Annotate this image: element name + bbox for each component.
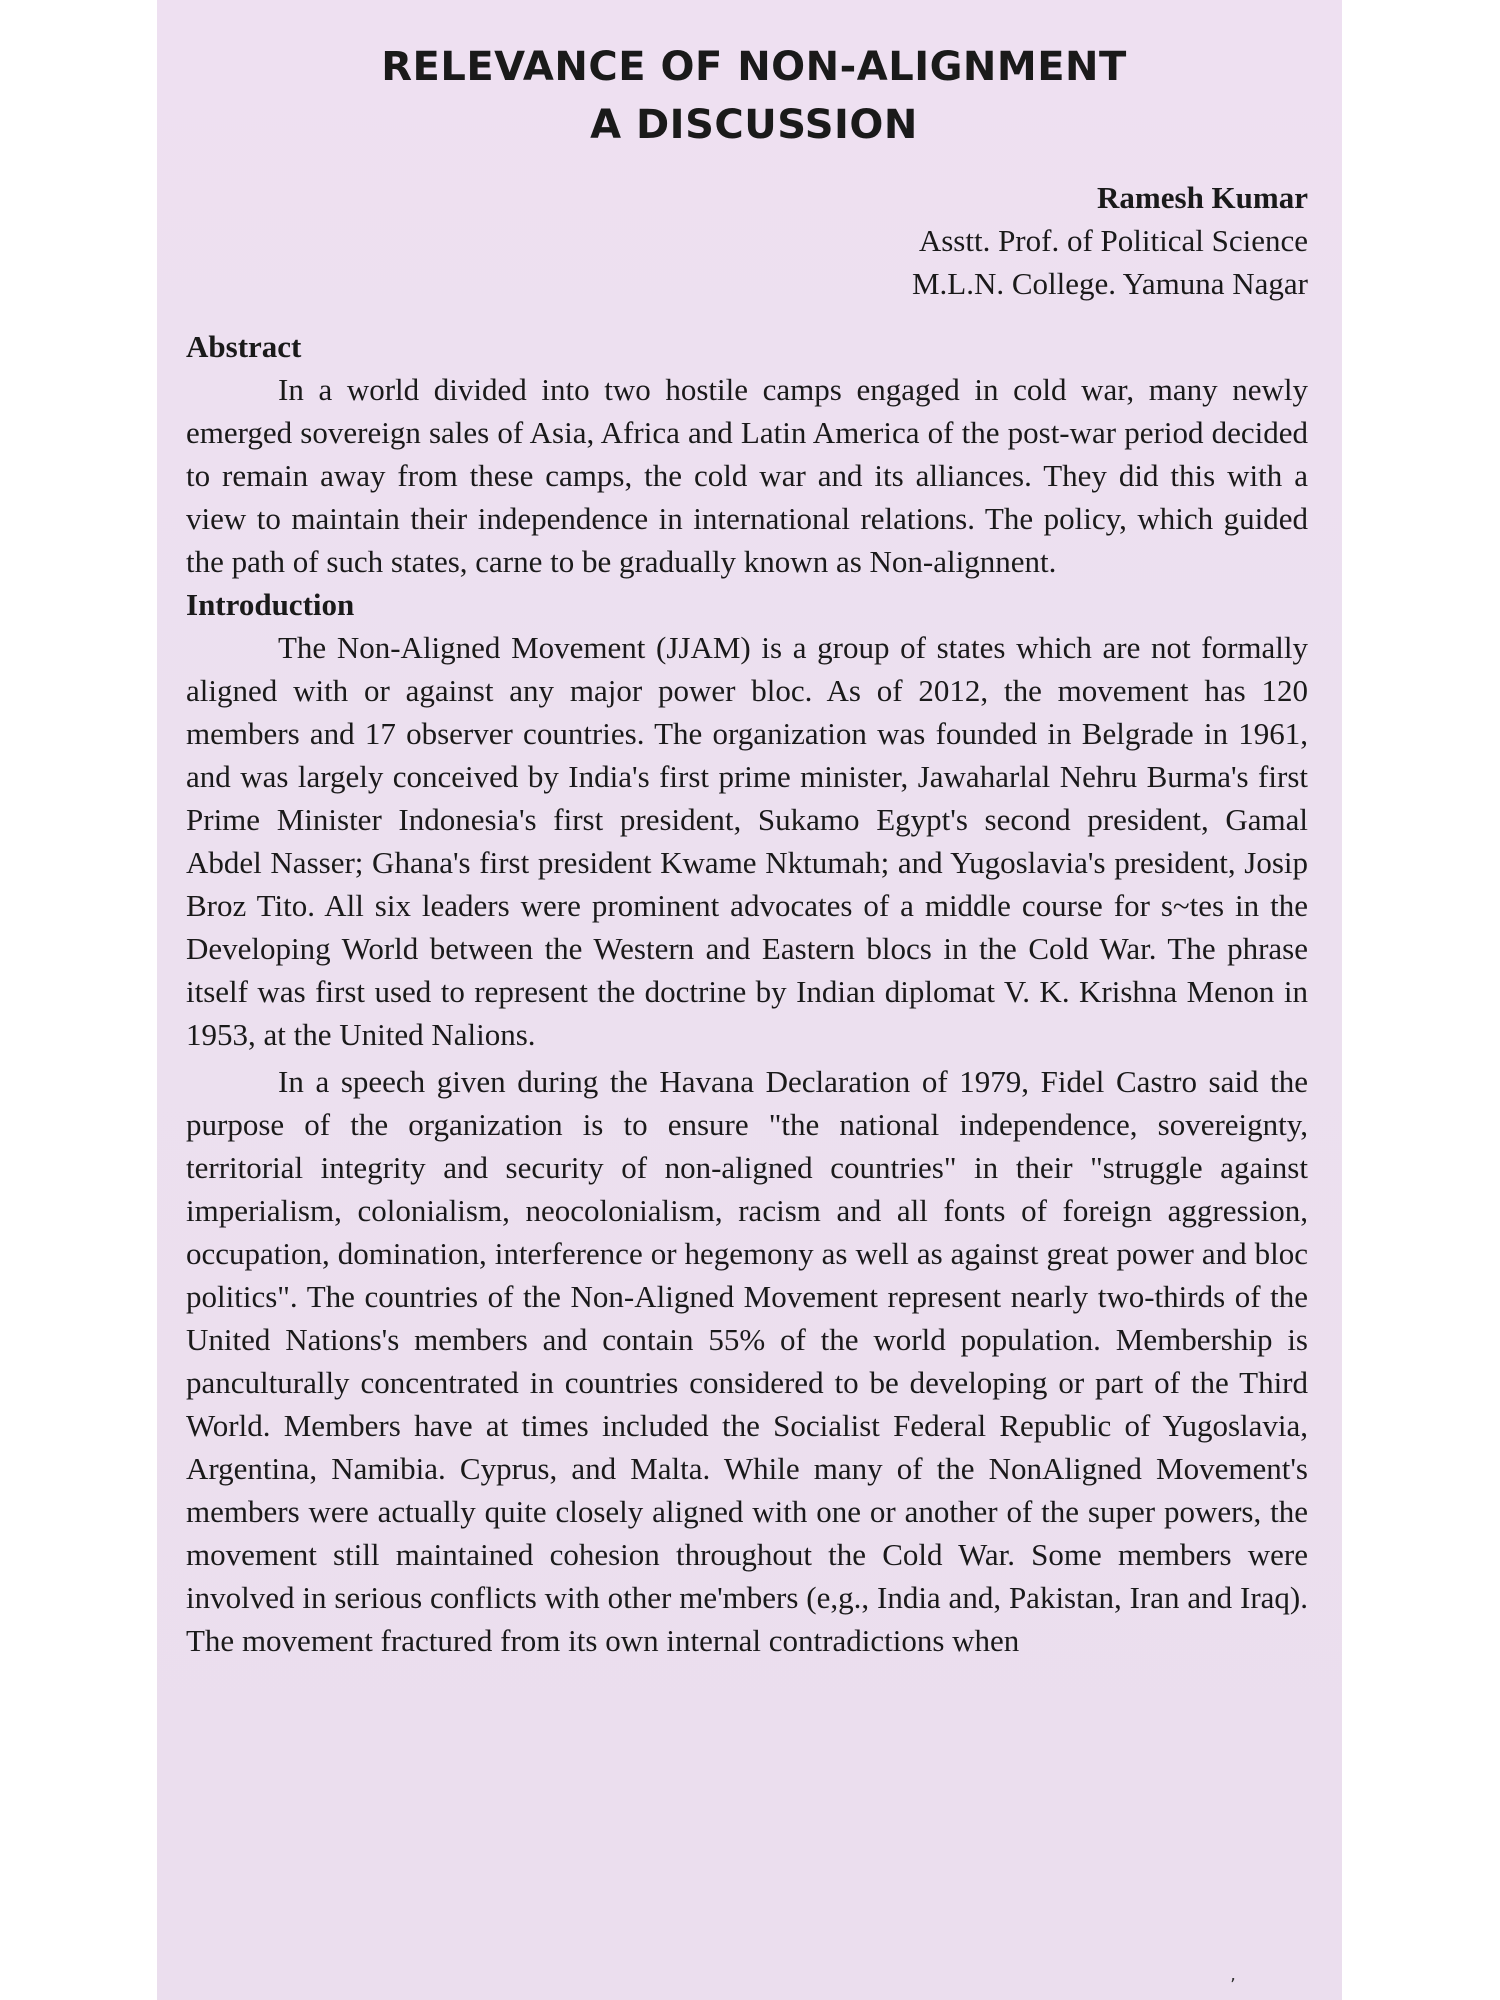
introduction-paragraph-1: The Non-Aligned Movement (JJAM) is a group of states which are not formally aligned with or against any major power bloc. As of 2012, the movement has 120 members and 17 observer countries. The organization was founded in Belgrade in 1961, and was largely conceived by India's first prime minister, Jawaharlal Nehru Burma's first Prime Minister Indonesia's first president, Sukamo Egypt's second president, Gamal Abdel Nasser; Ghana's first president Kwame Nktumah; and Yugoslavia's president, Josip Broz Tito. All six leaders were prominent advocates of a middle course for s~tes in the Developing World between the Western and Eastern blocs in the Cold War. The phrase itself was first used to represent the doctrine by Indian diplomat V. K. Krishna Menon in 1953, at the United Nalions. [186, 630, 1308, 1052]
introduction-heading: Introduction [186, 587, 355, 622]
article-title [186, 38, 1322, 154]
title-line-2: A DISCUSSION [590, 102, 918, 148]
page-mark: ’ [1230, 1975, 1236, 1996]
title-line-1: RELEVANCE OF NON-ALIGNMENT [381, 44, 1127, 90]
article [186, 38, 1322, 1662]
author-name: Ramesh Kumar [1097, 180, 1308, 215]
abstract-text: In a world divided into two hostile camps engaged in cold war, many newly emerged sovereign sales of Asia, Africa and Latin America of the post-war period decided to remain away from these camps, the cold war and its alliances. They did this with a view to maintain their independence in international relations. The policy, which guided the path of such states, carne to be gradually known as Non-alignnent. [186, 372, 1308, 579]
author-position: Asstt. Prof. of Political Science [918, 223, 1308, 258]
abstract-heading: Abstract [186, 329, 302, 364]
author-block [186, 176, 1322, 305]
author-affiliation: M.L.N. College. Yamuna Nagar [911, 266, 1308, 301]
introduction-paragraph-2: In a speech given during the Havana Declaration of 1979, Fidel Castro said the purpose of the organization is to ensure "the national independence, sovereignty, territorial integrity and security of non-aligned countries" in their "struggle against imperialism, colonialism, neocolonialism, racism and all fonts of foreign aggression, occupation, domination, interference or hegemony as well as against great power and bloc politics". The countries of the Non-Aligned Movement represent nearly two-thirds of the United Nations's members and contain 55% of the world population. Membership is panculturally concentrated in countries considered to be developing or part of the Third World. Members have at times included the Socialist Federal Republic of Yugoslavia, Argentina, Namibia. Cyprus, and Malta. While many of the NonAligned Movement's members were actually quite closely aligned with one or another of the super powers, the movement still maintained cohesion throughout the Cold War. Some members were involved in serious conflicts with other me'mbers (e,g., India and, Pakistan, Iran and Iraq). The movement fractured from its own internal contradictions when [186, 1064, 1308, 1658]
